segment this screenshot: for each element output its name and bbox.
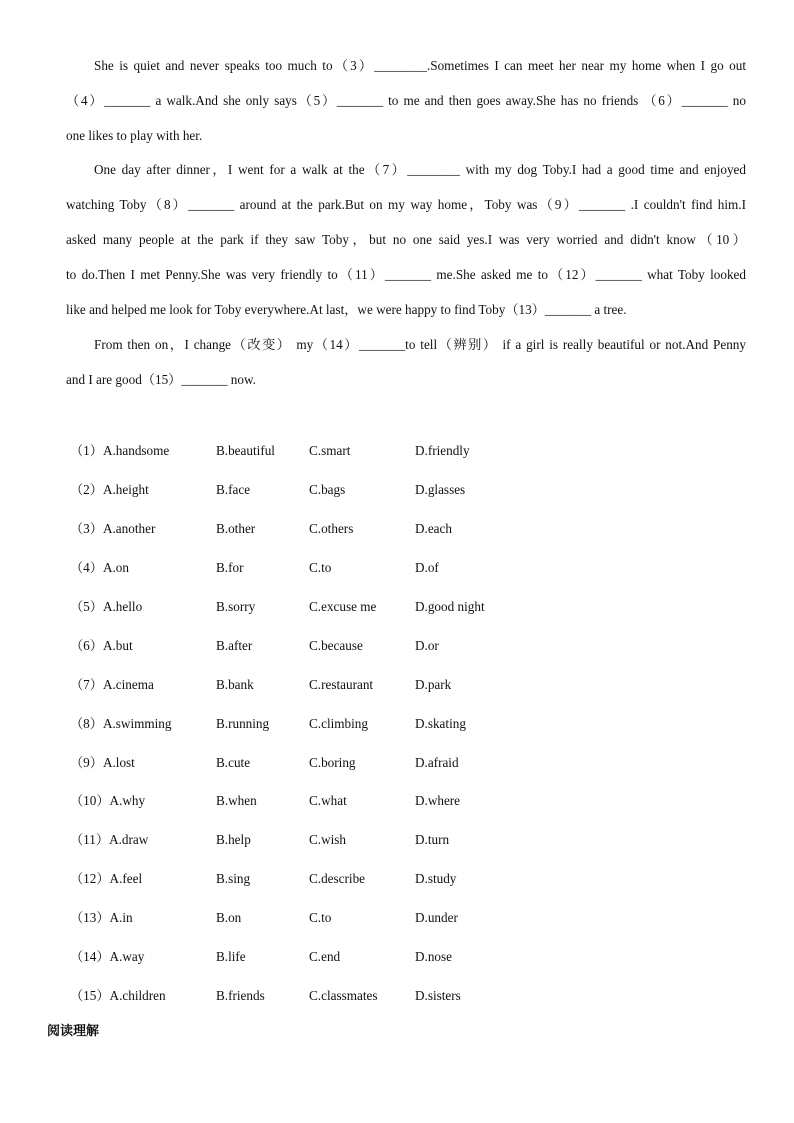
option-d: D.friendly [415,443,470,458]
passage-line: （4）_______ a walk.And she only says（5）_______ to me and then goes away.She has no friends （6）_______ no [66,93,746,108]
option-b: B.when [216,793,257,808]
option-c: C.wish [309,832,347,847]
option-b: B.face [216,482,251,497]
option-b: B.after [216,638,253,653]
option-d: D.afraid [415,755,459,770]
option-b: B.running [216,716,270,731]
option-c: C.climbing [309,716,368,731]
option-a: （7）A.cinema [70,677,154,692]
option-c: C.excuse me [309,599,377,614]
option-c: C.describe [309,871,366,886]
option-d: D.each [415,521,452,536]
option-a: （11）A.draw [70,832,149,847]
option-d: D.park [415,677,452,692]
option-b: B.help [216,832,251,847]
option-a: （6）A.but [70,638,133,653]
option-b: B.for [216,560,244,575]
passage-line: one likes to play with her. [66,128,203,143]
option-a: （12）A.feel [70,871,143,886]
section-heading: 阅读理解 [47,1024,100,1039]
passage-line: asked many people at the park if they saw Toby，but no one said yes.I was very worried and didn't know（10） [66,232,746,247]
option-c: C.restaurant [309,677,374,692]
option-d: D.sisters [415,988,461,1003]
option-a: （4）A.on [70,560,129,575]
option-a: （8）A.swimming [70,716,172,731]
option-a: （9）A.lost [70,755,135,770]
passage-line: She is quiet and never speaks too much to（3）________.Sometimes I can meet her near my home when I go out [94,58,746,73]
option-c: C.others [309,521,354,536]
option-b: B.beautiful [216,443,275,458]
option-a: （13）A.in [70,910,133,925]
option-b: B.friends [216,988,265,1003]
option-d: D.good night [415,599,485,614]
option-b: B.sing [216,871,251,886]
option-b: B.life [216,949,246,964]
option-c: C.smart [309,443,351,458]
option-c: C.to [309,560,332,575]
option-a: （3）A.another [70,521,156,536]
option-b: B.bank [216,677,254,692]
option-c: C.classmates [309,988,378,1003]
option-a: （1）A.handsome [70,443,170,458]
passage-line: and I are good（15）_______ now. [66,372,256,387]
passage-line: to do.Then I met Penny.She was very friendly to（11）_______ me.She asked me to（12）_______ what Toby looked [66,267,746,282]
option-a: （14）A.way [70,949,145,964]
option-d: D.skating [415,716,466,731]
option-b: B.other [216,521,256,536]
option-d: D.glasses [415,482,466,497]
option-b: B.cute [216,755,251,770]
option-a: （10）A.why [70,793,146,808]
option-c: C.what [309,793,347,808]
option-a: （2）A.height [70,482,149,497]
option-b: B.on [216,910,242,925]
option-c: C.end [309,949,341,964]
option-b: B.sorry [216,599,256,614]
option-c: C.bags [309,482,346,497]
option-d: D.or [415,638,439,653]
passage-line: like and helped me look for Toby everywhere.At last，we were happy to find Toby（13）_______ a tree. [66,302,627,317]
option-c: C.boring [309,755,356,770]
option-c: C.because [309,638,363,653]
option-c: C.to [309,910,332,925]
option-d: D.where [415,793,461,808]
option-a: （5）A.hello [70,599,143,614]
option-a: （15）A.children [70,988,166,1003]
passage-line: watching Toby（8）_______ around at the park.But on my way home，Toby was（9）_______ .I couldn't find him.I [66,197,746,212]
option-d: D.of [415,560,439,575]
passage-line: From then on，I change（改变） my（14）_______to tell（辨别） if a girl is really beautiful or not.And Penny [94,337,746,352]
passage-line: One day after dinner，I went for a walk at the（7）________ with my dog Toby.I had a good time and enjoyed [94,162,746,177]
option-d: D.turn [415,832,450,847]
option-d: D.nose [415,949,452,964]
option-d: D.under [415,910,458,925]
option-d: D.study [415,871,457,886]
